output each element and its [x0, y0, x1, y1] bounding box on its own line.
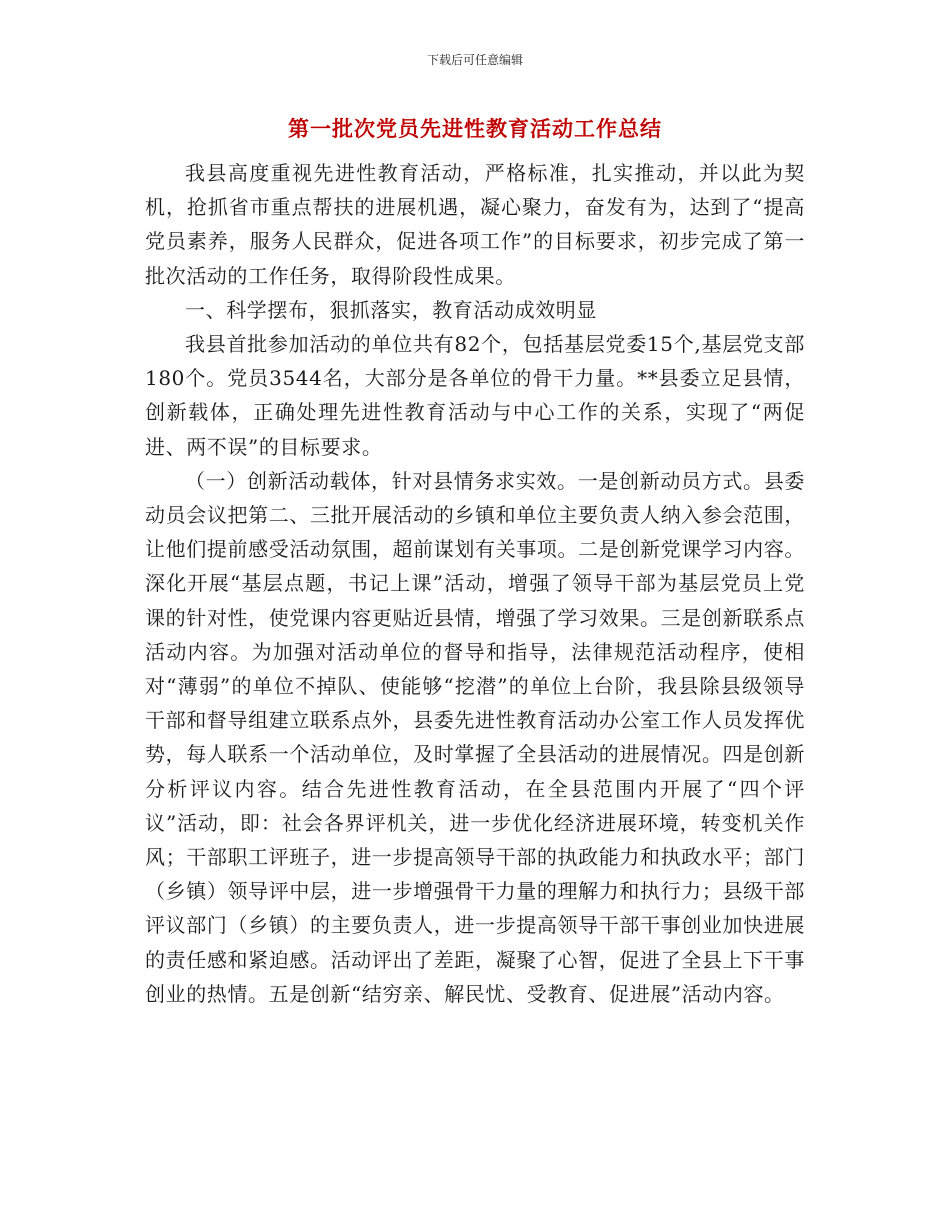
- document-title: 第一批次党员先进性教育活动工作总结: [288, 116, 662, 141]
- intro-paragraph: 我县高度重视先进性教育活动，严格标准，扎实推动，并以此为契机，抢抓省市重点帮扶的进展机遇，凝心聚力，奋发有为，达到了“提高党员素养，服务人民群众，促进各项工作”的目标要求，初步完成了第一批次活动的工作任务，取得阶段性成果。: [145, 161, 805, 288]
- page-header-note: 下载后可任意编辑: [426, 53, 523, 67]
- body-paragraph: 我县首批参加活动的单位共有82个，包括基层党委15个,基层党支部180个。党员3544名，大部分是各单位的骨干力量。**县委立足县情，创新载体，正确处理先进性教育活动与中心工作的关系，实现了“两促进、两不误”的目标要求。: [145, 332, 805, 459]
- body-paragraph: （一）创新活动载体，针对县情务求实效。一是创新动员方式。县委动员会议把第二、三批开展活动的乡镇和单位主要负责人纳入参会范围，让他们提前感受活动氛围，超前谋划有关事项。二是创新党课学习内容。深化开展“基层点题，书记上课”活动，增强了领导干部为基层党员上党课的针对性，使党课内容更贴近县情，增强了学习效果。三是创新联系点活动内容。为加强对活动单位的督导和指导，法律规范活动程序，使相对“薄弱”的单位不掉队、使能够“挖潜”的单位上台阶，我县除县级领导干部和督导组建立联系点外，县委先进性教育活动办公室工作人员发挥优势，每人联系一个活动单位，及时掌握了全县活动的进展情况。四是创新分析评议内容。结合先进性教育活动，在全县范围内开展了“四个评议”活动，即：社会各界评机关，进一步优化经济进展环境，转变机关作风；干部职工评班子，进一步提高领导干部的执政能力和执政水平；部门（乡镇）领导评中层，进一步增强骨干力量的理解力和执行力；县级干部评议部门（乡镇）的主要负责人，进一步提高领导干部干事创业加快进展的责任感和紧迫感。活动评出了差距，凝聚了心智，促进了全县上下干事创业的热情。五是创新“结穷亲、解民忧、受教育、促进展”活动内容。: [145, 468, 805, 1006]
- document-body: [145, 156, 805, 1011]
- section-heading: 一、科学摆布，狠抓落实，教育活动成效明显: [185, 297, 597, 322]
